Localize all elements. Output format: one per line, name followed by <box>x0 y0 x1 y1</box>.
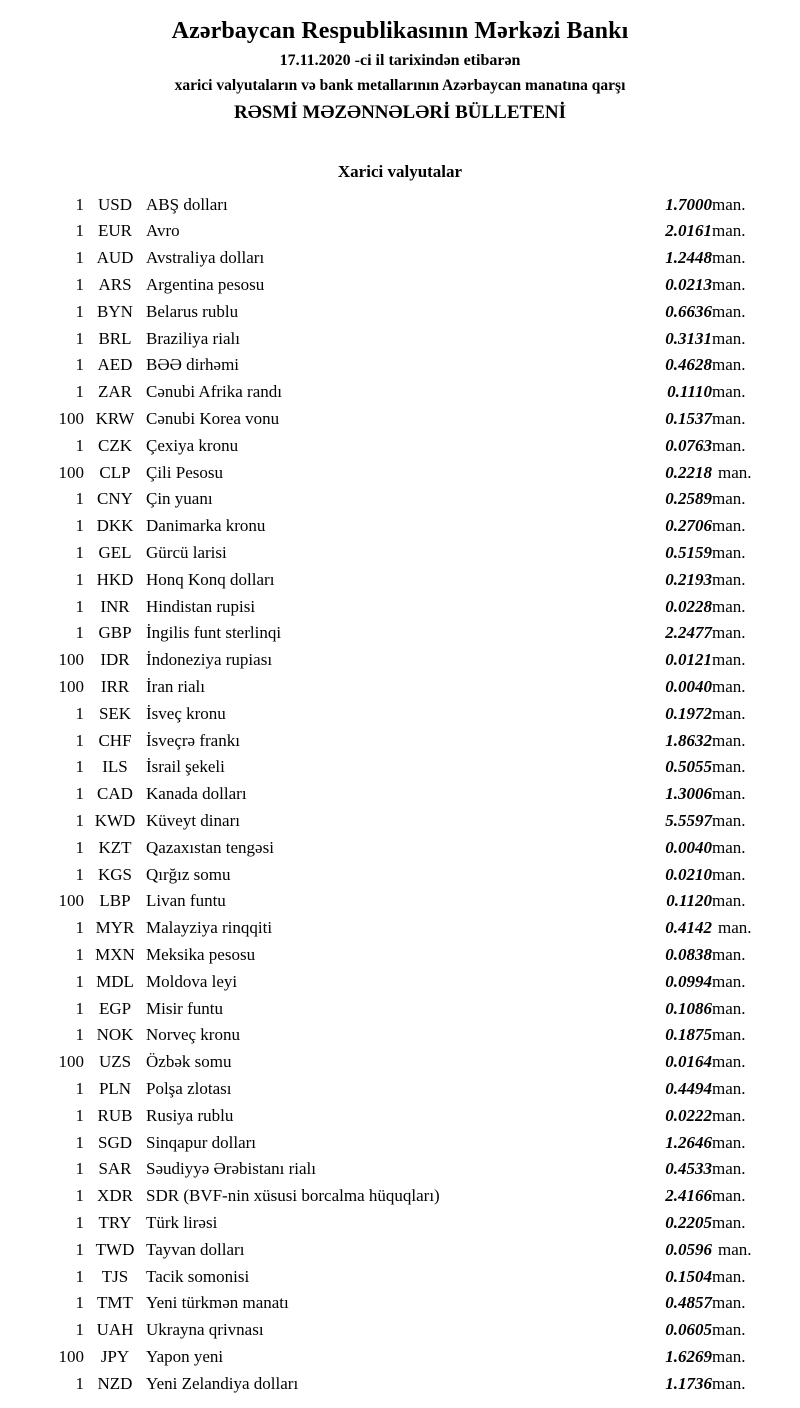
currency-amount: 1 <box>75 382 84 402</box>
currency-rate: 1.8632 <box>665 730 712 750</box>
currency-code: AED <box>97 355 133 375</box>
table-row <box>26 540 774 567</box>
currency-amount: 100 <box>58 891 84 911</box>
currency-name: BƏƏ dirhəmi <box>146 355 240 375</box>
table-row <box>26 781 774 808</box>
currency-name: İsrail şekeli <box>146 757 225 777</box>
currency-name: Gürcü larisi <box>146 543 227 562</box>
table-row <box>26 888 774 915</box>
currency-rate: 0.0763 <box>665 435 712 455</box>
currency-code: KRW <box>95 409 135 429</box>
currency-amount: 1 <box>75 489 84 509</box>
currency-rate: 2.0161 <box>665 221 712 241</box>
currency-code: HKD <box>96 569 134 589</box>
table-row <box>26 1022 774 1049</box>
table-row <box>26 326 774 353</box>
currency-code: KGS <box>97 864 132 884</box>
currency-amount: 1 <box>75 248 84 268</box>
currency-amount: 1 <box>75 998 84 1018</box>
currency-amount: 1 <box>75 1105 84 1125</box>
currency-code: MDL <box>96 971 134 991</box>
currency-code: JPY <box>100 1346 130 1366</box>
currency-code: TMT <box>97 1293 133 1313</box>
currency-unit-label: man. <box>712 1052 746 1072</box>
currency-name: Livan funtu <box>146 891 226 911</box>
currency-amount: 100 <box>58 1052 84 1072</box>
table-row <box>26 996 774 1023</box>
currency-amount: 1 <box>75 837 84 857</box>
currency-code: TRY <box>98 1212 132 1232</box>
document-subtitle: xarici valyutaların və bank metallarının Azərbaycan manatına qarşı <box>174 76 626 94</box>
currency-unit-label: man. <box>712 543 746 562</box>
currency-rate: 0.3131 <box>665 328 712 348</box>
currency-amount: 1 <box>75 194 84 214</box>
currency-unit-label: man. <box>712 730 746 750</box>
currency-unit-label: man. <box>712 1132 746 1152</box>
effective-date-line: 17.11.2020 -ci il tarixindən etibarən <box>279 51 521 69</box>
currency-unit-label: man. <box>712 221 746 241</box>
currency-rate: 0.0040 <box>665 676 712 696</box>
currency-code: RUB <box>97 1105 133 1125</box>
currency-name: Danimarka kronu <box>146 516 266 536</box>
currency-code: ARS <box>98 275 132 295</box>
currency-rate: 0.0605 <box>665 1320 712 1340</box>
currency-code: BYN <box>97 301 133 321</box>
currency-name: İngilis funt sterlinqi <box>146 623 282 643</box>
currency-unit-label: man. <box>712 676 746 696</box>
currency-rate: 0.1110 <box>667 382 712 402</box>
currency-unit-label: man. <box>712 275 746 295</box>
currency-rate: 0.4142 <box>665 918 712 938</box>
currency-unit-label: man. <box>718 462 752 482</box>
table-row <box>26 513 774 540</box>
currency-rate: 1.1736 <box>665 1373 712 1393</box>
currency-name: Hindistan rupisi <box>146 596 256 616</box>
table-row <box>26 1103 774 1130</box>
currency-name: Malayziya rinqqiti <box>146 918 273 938</box>
currency-amount: 1 <box>75 221 84 241</box>
currency-unit-label: man. <box>712 1186 746 1206</box>
currency-name: Misir funtu <box>146 998 223 1018</box>
table-row <box>26 728 774 755</box>
currency-rate: 2.4166 <box>665 1186 712 1206</box>
currency-code: CNY <box>97 489 133 509</box>
bulletin-heading: RƏSMİ MƏZƏNNƏLƏRİ BÜLLETENİ <box>233 101 566 123</box>
currency-code: EUR <box>98 221 132 241</box>
currency-code: GEL <box>98 543 132 562</box>
currency-amount: 1 <box>75 1212 84 1232</box>
currency-code: ZAR <box>98 382 132 402</box>
currency-unit-label: man. <box>712 891 746 911</box>
currency-name: Ukrayna qrivnası <box>146 1320 264 1340</box>
currency-amount: 1 <box>75 1373 84 1393</box>
currency-rate: 0.1537 <box>665 409 712 429</box>
currency-code: SEK <box>98 703 132 723</box>
currency-unit-label: man. <box>712 971 746 991</box>
table-row <box>26 433 774 460</box>
currency-name: İsveçrə frankı <box>146 730 240 750</box>
exchange-rates-table <box>26 192 774 1398</box>
currency-unit-label: man. <box>712 1320 746 1340</box>
table-row <box>26 647 774 674</box>
currency-amount: 1 <box>75 1320 84 1340</box>
currency-code: MYR <box>95 918 135 938</box>
currency-code: UAH <box>96 1320 134 1340</box>
table-row <box>26 808 774 835</box>
table-row <box>26 1317 774 1344</box>
currency-unit-label: man. <box>712 328 746 348</box>
currency-code: CAD <box>97 784 133 804</box>
currency-rate: 0.4857 <box>665 1293 712 1313</box>
currency-amount: 100 <box>58 462 84 482</box>
table-row <box>26 486 774 513</box>
currency-code: CZK <box>98 435 132 455</box>
table-row <box>26 218 774 245</box>
currency-name: Yapon yeni <box>146 1346 224 1366</box>
currency-name: Çili Pesosu <box>146 462 223 482</box>
currency-code: LBP <box>99 891 131 911</box>
currency-amount: 1 <box>75 757 84 777</box>
currency-unit-label: man. <box>712 596 746 616</box>
currency-rate: 0.0213 <box>665 275 712 295</box>
currency-unit-label: man. <box>712 784 746 804</box>
currency-name: ABŞ dolları <box>146 194 228 214</box>
currency-rate: 0.0164 <box>665 1052 712 1072</box>
currency-name: Çexiya kronu <box>146 435 239 455</box>
currency-code: DKK <box>96 516 134 536</box>
table-row <box>26 1156 774 1183</box>
currency-code: XDR <box>97 1186 133 1206</box>
currency-name: Türk lirəsi <box>146 1212 218 1232</box>
currency-unit-label: man. <box>712 837 746 857</box>
currency-unit-label: man. <box>712 248 746 268</box>
currency-code: PLN <box>98 1078 132 1098</box>
currency-rate: 0.6636 <box>665 301 712 321</box>
currency-name: Qazaxıstan tengəsi <box>146 837 274 857</box>
table-row <box>26 701 774 728</box>
currency-amount: 1 <box>75 1025 84 1045</box>
currency-rate: 0.2218 <box>665 462 712 482</box>
currency-code: TWD <box>95 1239 135 1259</box>
currency-unit-label: man. <box>712 1212 746 1232</box>
currency-amount: 1 <box>75 623 84 643</box>
table-row <box>26 245 774 272</box>
currency-amount: 1 <box>75 971 84 991</box>
currency-amount: 1 <box>75 1132 84 1152</box>
currency-rate: 0.0596 <box>665 1239 712 1259</box>
table-row <box>26 1076 774 1103</box>
table-row <box>26 1237 774 1264</box>
currency-amount: 1 <box>75 1293 84 1313</box>
currency-code: TJS <box>101 1266 129 1286</box>
currency-amount: 1 <box>75 435 84 455</box>
currency-unit-label: man. <box>718 918 752 938</box>
table-row <box>26 1210 774 1237</box>
table-row <box>26 1049 774 1076</box>
currency-rate: 0.2205 <box>665 1212 712 1232</box>
currency-rate: 0.0210 <box>665 864 712 884</box>
currency-amount: 1 <box>75 1186 84 1206</box>
currency-code: IRR <box>100 676 130 696</box>
currency-name: Cənubi Korea vonu <box>146 409 280 429</box>
currency-amount: 1 <box>75 703 84 723</box>
currency-name: Polşa zlotası <box>146 1078 232 1098</box>
table-row <box>26 862 774 889</box>
currency-name: Sinqapur dolları <box>146 1132 257 1152</box>
currency-name: İran rialı <box>146 676 205 696</box>
table-row <box>26 1371 774 1398</box>
currency-unit-label: man. <box>712 810 746 830</box>
currency-unit-label: man. <box>712 1373 746 1393</box>
currency-rate: 0.2193 <box>665 569 712 589</box>
currency-name: Honq Konq dolları <box>146 569 275 589</box>
currency-rate: 0.1504 <box>665 1266 712 1286</box>
currency-code: USD <box>97 194 132 214</box>
table-row <box>26 969 774 996</box>
table-row <box>26 192 774 219</box>
currency-amount: 1 <box>75 328 84 348</box>
table-row <box>26 379 774 406</box>
currency-amount: 1 <box>75 1159 84 1179</box>
currency-rate: 1.2448 <box>665 248 712 268</box>
currency-name: Yeni Zelandiya dolları <box>146 1373 299 1393</box>
currency-name: Tacik somonisi <box>146 1266 250 1286</box>
document-header <box>26 18 774 124</box>
currency-rate: 1.2646 <box>665 1132 712 1152</box>
currency-rate: 1.7000 <box>665 194 712 214</box>
table-row <box>26 567 774 594</box>
currency-name: Qırğız somu <box>146 864 231 884</box>
currency-code: MXN <box>95 944 135 964</box>
currency-code: CHF <box>98 730 132 750</box>
currency-amount: 1 <box>75 784 84 804</box>
currency-name: İndoneziya rupiası <box>146 650 273 670</box>
currency-unit-label: man. <box>712 1346 746 1366</box>
page-title: Azərbaycan Respublikasının Mərkəzi Bankı <box>171 18 629 44</box>
currency-unit-label: man. <box>712 1293 746 1313</box>
currency-unit-label: man. <box>712 409 746 429</box>
table-row <box>26 915 774 942</box>
table-row <box>26 1290 774 1317</box>
section-title-foreign-currencies: Xarici valyutalar <box>337 161 463 181</box>
currency-unit-label: man. <box>712 650 746 670</box>
currency-amount: 1 <box>75 1266 84 1286</box>
currency-rate: 0.2589 <box>665 489 712 509</box>
currency-name: Tayvan dolları <box>146 1239 245 1259</box>
currency-code: AUD <box>96 248 134 268</box>
currency-code: UZS <box>98 1052 132 1072</box>
currency-name: Kanada dolları <box>146 784 247 804</box>
currency-name: Braziliya rialı <box>146 328 240 348</box>
currency-rate: 2.2477 <box>665 623 712 643</box>
currency-amount: 100 <box>58 409 84 429</box>
currency-rate: 0.5159 <box>665 543 712 562</box>
currency-code: KZT <box>98 837 132 857</box>
table-row <box>26 299 774 326</box>
currency-name: SDR (BVF-nin xüsusi borcalma hüquqları) <box>146 1186 440 1206</box>
currency-amount: 1 <box>75 810 84 830</box>
currency-unit-label: man. <box>712 757 746 777</box>
currency-amount: 1 <box>75 918 84 938</box>
currency-amount: 1 <box>75 543 84 562</box>
currency-amount: 1 <box>75 596 84 616</box>
currency-rate: 0.0121 <box>665 650 712 670</box>
currency-rate: 0.4494 <box>665 1078 712 1098</box>
currency-code: CLP <box>99 462 131 482</box>
currency-unit-label: man. <box>712 516 746 536</box>
currency-amount: 1 <box>75 275 84 295</box>
currency-amount: 1 <box>75 1239 84 1259</box>
currency-rate: 0.0040 <box>665 837 712 857</box>
currency-code: NOK <box>96 1025 134 1045</box>
currency-unit-label: man. <box>712 1159 746 1179</box>
currency-name: Rusiya rublu <box>146 1105 234 1125</box>
table-row <box>26 620 774 647</box>
currency-amount: 100 <box>58 676 84 696</box>
currency-code: SGD <box>97 1132 132 1152</box>
currency-code: GBP <box>98 623 132 643</box>
table-row <box>26 754 774 781</box>
table-row <box>26 406 774 433</box>
currency-amount: 100 <box>58 1346 84 1366</box>
table-row <box>26 272 774 299</box>
currency-unit-label: man. <box>712 382 746 402</box>
currency-rate: 0.0228 <box>665 596 712 616</box>
currency-unit-label: man. <box>718 1239 752 1259</box>
currency-amount: 100 <box>58 650 84 670</box>
currency-name: Səudiyyə Ərəbistanı rialı <box>146 1159 316 1179</box>
currency-name: Belarus rublu <box>146 301 239 321</box>
table-row <box>26 1183 774 1210</box>
table-row <box>26 942 774 969</box>
currency-amount: 1 <box>75 944 84 964</box>
currency-unit-label: man. <box>712 1025 746 1045</box>
currency-rate: 0.0838 <box>665 944 712 964</box>
currency-rate: 0.0222 <box>665 1105 712 1125</box>
table-row <box>26 674 774 701</box>
currency-amount: 1 <box>75 355 84 375</box>
table-row <box>26 1344 774 1371</box>
currency-name: Çin yuanı <box>146 489 213 509</box>
currency-code: NZD <box>97 1373 133 1393</box>
currency-name: Moldova leyi <box>146 971 238 991</box>
currency-amount: 1 <box>75 864 84 884</box>
currency-unit-label: man. <box>712 1078 746 1098</box>
currency-amount: 1 <box>75 569 84 589</box>
currency-name: Avstraliya dolları <box>146 248 265 268</box>
currency-unit-label: man. <box>712 489 746 509</box>
currency-rate: 0.1875 <box>665 1025 712 1045</box>
currency-name: Norveç kronu <box>146 1025 240 1045</box>
currency-code: ILS <box>102 757 128 777</box>
table-row <box>26 352 774 379</box>
currency-name: Avro <box>146 221 180 241</box>
currency-unit-label: man. <box>712 703 746 723</box>
currency-code: KWD <box>94 810 136 830</box>
currency-unit-label: man. <box>712 944 746 964</box>
currency-name: Argentina pesosu <box>146 275 265 295</box>
currency-name: Küveyt dinarı <box>146 810 240 830</box>
currency-rate: 0.4628 <box>665 355 712 375</box>
currency-rate: 1.6269 <box>665 1346 712 1366</box>
currency-rate: 0.4533 <box>665 1159 712 1179</box>
currency-unit-label: man. <box>712 864 746 884</box>
currency-name: Cənubi Afrika randı <box>146 382 282 402</box>
currency-rate: 0.0994 <box>665 971 712 991</box>
currency-code: SAR <box>98 1159 132 1179</box>
currency-name: Özbək somu <box>146 1052 232 1072</box>
currency-unit-label: man. <box>712 623 746 643</box>
currency-amount: 1 <box>75 516 84 536</box>
currency-unit-label: man. <box>712 1105 746 1125</box>
currency-unit-label: man. <box>712 194 746 214</box>
table-row <box>26 835 774 862</box>
table-row <box>26 1264 774 1291</box>
currency-amount: 1 <box>75 730 84 750</box>
currency-unit-label: man. <box>712 1266 746 1286</box>
table-row <box>26 1130 774 1157</box>
currency-rate: 0.2706 <box>665 516 712 536</box>
currency-unit-label: man. <box>712 998 746 1018</box>
currency-rate: 0.5055 <box>665 757 712 777</box>
table-row <box>26 594 774 621</box>
currency-code: INR <box>100 596 130 616</box>
currency-name: İsveç kronu <box>146 703 226 723</box>
currency-code: BRL <box>98 328 132 348</box>
currency-rate: 5.5597 <box>665 810 712 830</box>
currency-code: EGP <box>98 998 132 1018</box>
currency-unit-label: man. <box>712 569 746 589</box>
currency-rate: 0.1972 <box>665 703 712 723</box>
currency-unit-label: man. <box>712 355 746 375</box>
currency-rate: 0.1120 <box>666 891 712 911</box>
table-row <box>26 460 774 487</box>
currency-rate: 0.1086 <box>665 998 712 1018</box>
currency-rate: 1.3006 <box>665 784 712 804</box>
currency-name: Meksika pesosu <box>146 944 256 964</box>
currency-unit-label: man. <box>712 301 746 321</box>
currency-amount: 1 <box>75 1078 84 1098</box>
currency-unit-label: man. <box>712 435 746 455</box>
currency-name: Yeni türkmən manatı <box>146 1293 289 1313</box>
currency-amount: 1 <box>75 301 84 321</box>
currency-code: IDR <box>100 650 130 670</box>
